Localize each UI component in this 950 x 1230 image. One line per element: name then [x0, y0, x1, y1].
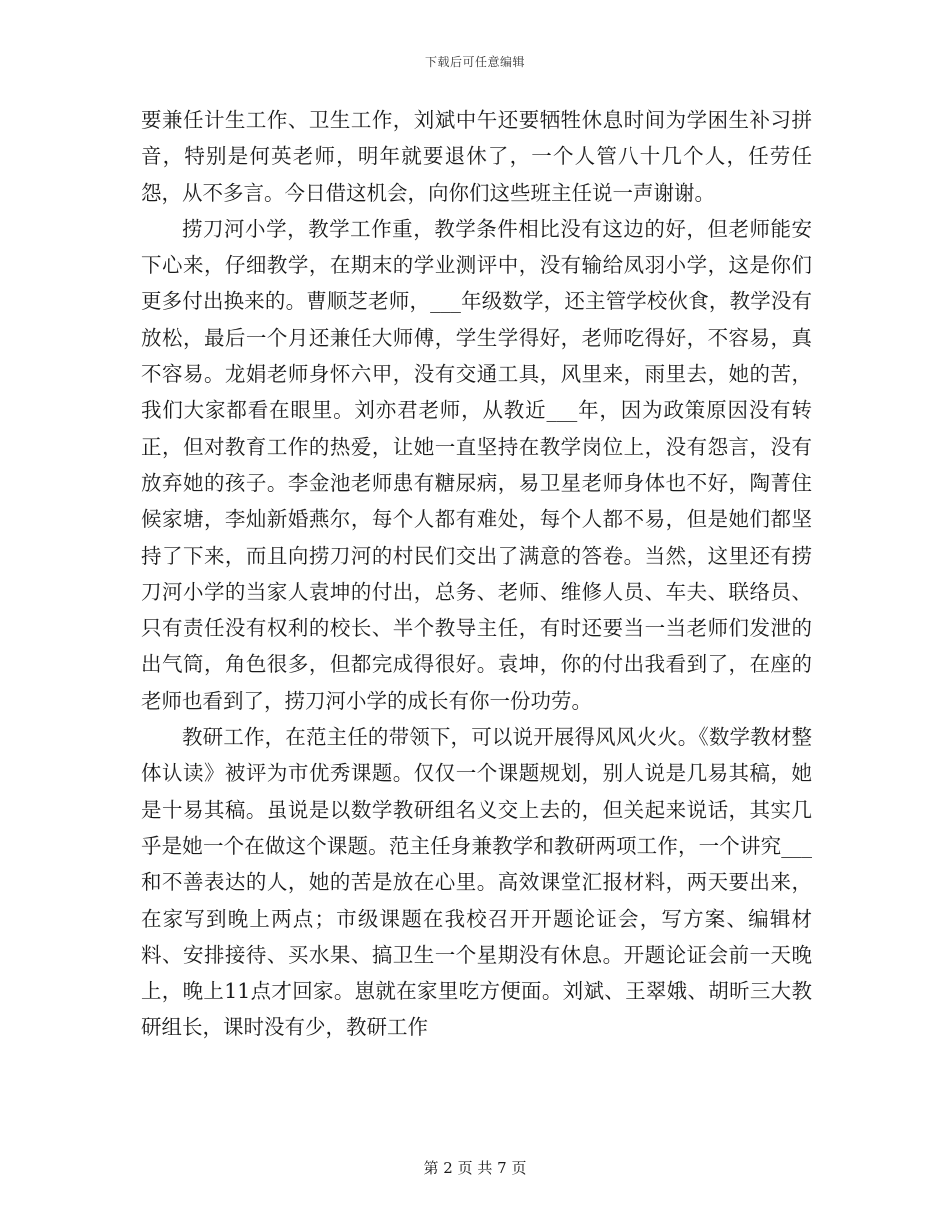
paragraph-continued: 要兼任计生工作、卫生工作，刘斌中午还要牺牲休息时间为学困生补习拼音，特别是何英老师，明年就要退休了，一个人管八十几个人，任劳任怨，从不多言。今日借这机会，向你们这些班主任说一声谢谢。: [141, 108, 812, 205]
paragraph-laodaohe-school: 捞刀河小学，教学工作重，教学条件相比没有这边的好，但老师能安下心来，仔细教学，在期末的学业测评中，没有输给凤羽小学，这是你们更多付出换来的。曹顺芝老师，___年级数学，还主管学校伙食，教学没有放松，最后一个月还兼任大师傅，学生学得好，老师吃得好，不容易，真不容易。龙娟老师身怀六甲，没有交通工具，风里来，雨里去，她的苦，我们大家都看在眼里。刘亦君老师，从教近___年，因为政策原因没有转正，但对教育工作的热爱，让她一直坚持在教学岗位上，没有怨言，没有放弃她的孩子。李金池老师患有糖尿病，易卫星老师身体也不好，陶菁住候家塘，李灿新婚燕尔，每个人都有难处，每个人都不易，但是她们都坚持了下来，而且向捞刀河的村民们交出了满意的答卷。当然，这里还有捞刀河小学的当家人袁坤的付出，总务、老师、维修人员、车夫、联络员、只有责任没有权利的校长、半个教导主任，有时还要当一当老师们发泄的出气筒，角色很多，但都完成得很好。袁坤，你的付出我看到了，在座的老师也看到了，捞刀河小学的成长有你一份功劳。: [141, 216, 812, 713]
page-header: 下载后可任意编辑: [424, 55, 525, 69]
document-body: [141, 102, 812, 1046]
paragraph-teaching-research: 教研工作，在范主任的带领下，可以说开展得风风火火。《数学教材整体认读》被评为市优秀课题。仅仅一个课题规划，别人说是几易其稿，她是十易其稿。虽说是以数学教研组名义交上去的，但关起来说话，其实几乎是她一个在做这个课题。范主任身兼教学和教研两项工作，一个讲究___和不善表达的人，她的苦是放在心里。高效课堂汇报材料，两天要出来，在家写到晚上两点；市级课题在我校召开开题论证会，写方案、编辑材料、安排接待、买水果、搞卫生一个星期没有休息。开题论证会前一天晚上，晚上11点才回家。崽就在家里吃方便面。刘斌、王翠娥、胡昕三大教研组长，课时没有少，教研工作: [141, 725, 812, 1040]
page-number: 第 2 页 共 7 页: [423, 1159, 527, 1177]
